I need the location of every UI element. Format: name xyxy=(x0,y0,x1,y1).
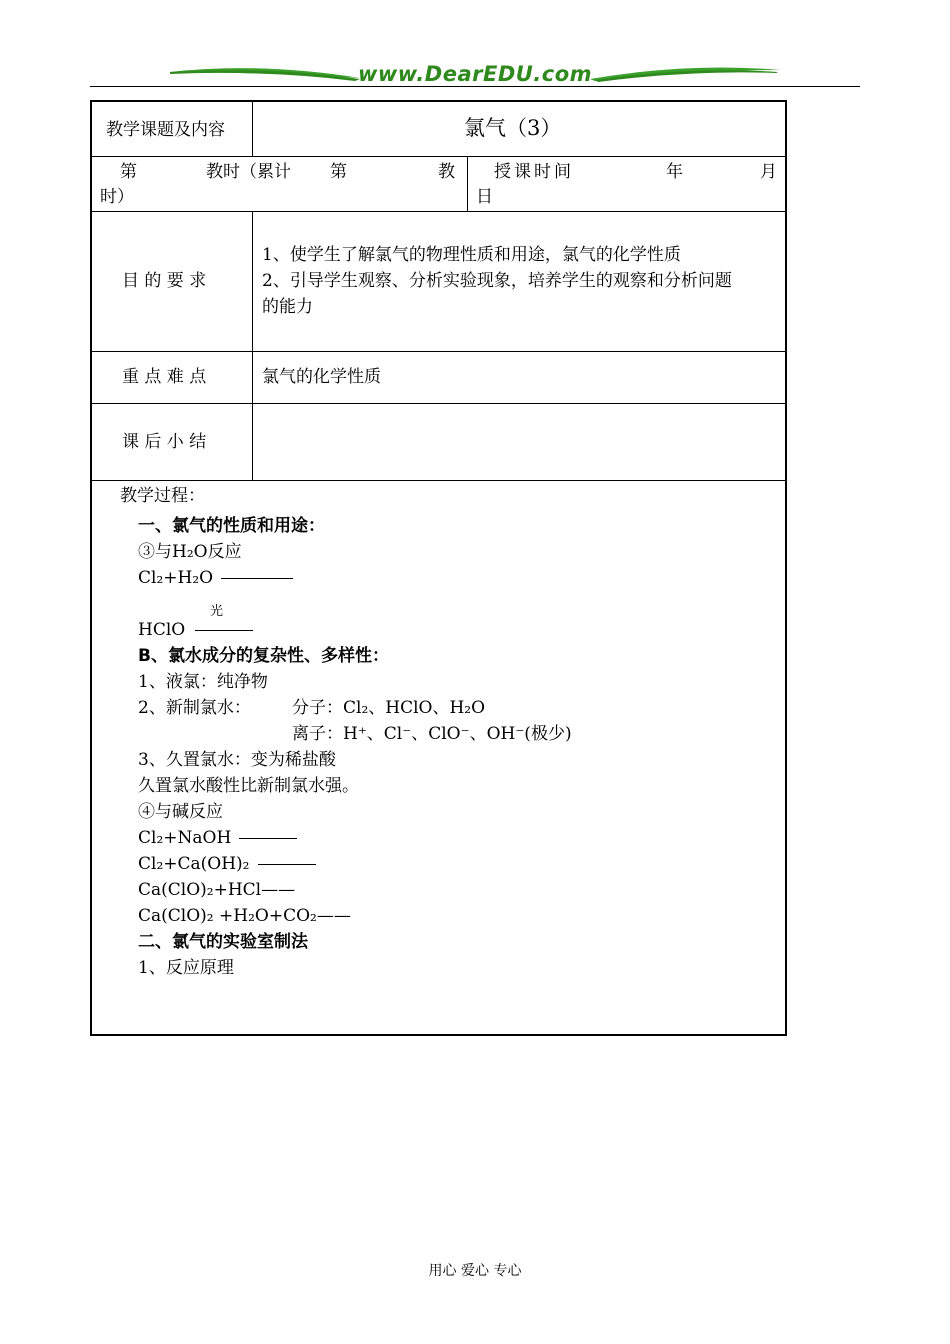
b-item-2-label: 2、新制氯水： xyxy=(138,698,251,718)
equation-1: Cl₂+H₂O xyxy=(138,565,293,591)
teach-time-label: 授课时间 xyxy=(494,162,574,182)
b-item-2-molecules: 分子：Cl₂、HClO、H₂O xyxy=(292,698,486,718)
topic-label: 教学课题及内容 xyxy=(106,120,225,140)
objective-line-1: 1、使学生了解氯气的物理性质和用途，氯气的化学性质 xyxy=(262,245,681,265)
equation-3: Cl₂+NaOH xyxy=(138,825,297,851)
b-item-1: 1、液氯：纯净物 xyxy=(138,672,268,692)
objective-line-3: 的能力 xyxy=(262,297,313,317)
lesson-title: 氯气（3） xyxy=(464,116,562,140)
b-item-3-note: 久置氯水酸性比新制氯水强。 xyxy=(138,776,359,796)
period-word-2: 教时（累计 xyxy=(206,162,291,182)
section-1-heading: 一、氯气的性质和用途： xyxy=(138,516,325,536)
period-word-3: 第 xyxy=(330,162,347,182)
equation-5: Ca(ClO)₂+HCl—— xyxy=(138,880,296,900)
item-3: ③与H₂O反应 xyxy=(138,542,242,562)
key-points-label: 重 点 难 点 xyxy=(122,367,207,387)
process-heading: 教学过程： xyxy=(120,486,205,506)
section-b-heading: B、氯水成分的复杂性、多样性： xyxy=(138,646,389,666)
equation-2: HClO xyxy=(138,617,253,643)
year-label: 年 xyxy=(666,162,683,182)
period-word-1: 第 xyxy=(120,162,137,182)
b-item-3: 3、久置氯水：变为稀盐酸 xyxy=(138,750,336,770)
equation-4: Cl₂+Ca(OH)₂ xyxy=(138,851,316,877)
objectives-label: 目 的 要 求 xyxy=(122,271,207,291)
section-2-heading: 二、氯气的实验室制法 xyxy=(138,932,308,952)
b-item-2-ions: 离子：H⁺、Cl⁻、ClO⁻、OH⁻(极少) xyxy=(292,724,572,744)
item-4: ④与碱反应 xyxy=(138,802,223,822)
objective-line-2: 2、引导学生观察、分析实验现象，培养学生的观察和分析问题 xyxy=(262,271,732,291)
light-condition: 光 xyxy=(210,604,224,619)
period-word-5: 时） xyxy=(100,187,134,207)
site-logo xyxy=(170,60,780,94)
key-points-content: 氯气的化学性质 xyxy=(262,367,381,387)
equation-6: Ca(ClO)₂ +H₂O+CO₂—— xyxy=(138,906,351,926)
period-word-4: 教 xyxy=(438,162,455,182)
c-item-1: 1、反应原理 xyxy=(138,958,234,978)
page-footer: 用心 爱心 专心 xyxy=(428,1263,522,1279)
summary-label: 课 后 小 结 xyxy=(122,432,207,452)
site-url: www.DearEDU.com xyxy=(357,62,593,86)
day-label: 日 xyxy=(476,187,493,207)
month-label: 月 xyxy=(760,162,777,182)
lesson-plan-table xyxy=(90,100,787,1036)
